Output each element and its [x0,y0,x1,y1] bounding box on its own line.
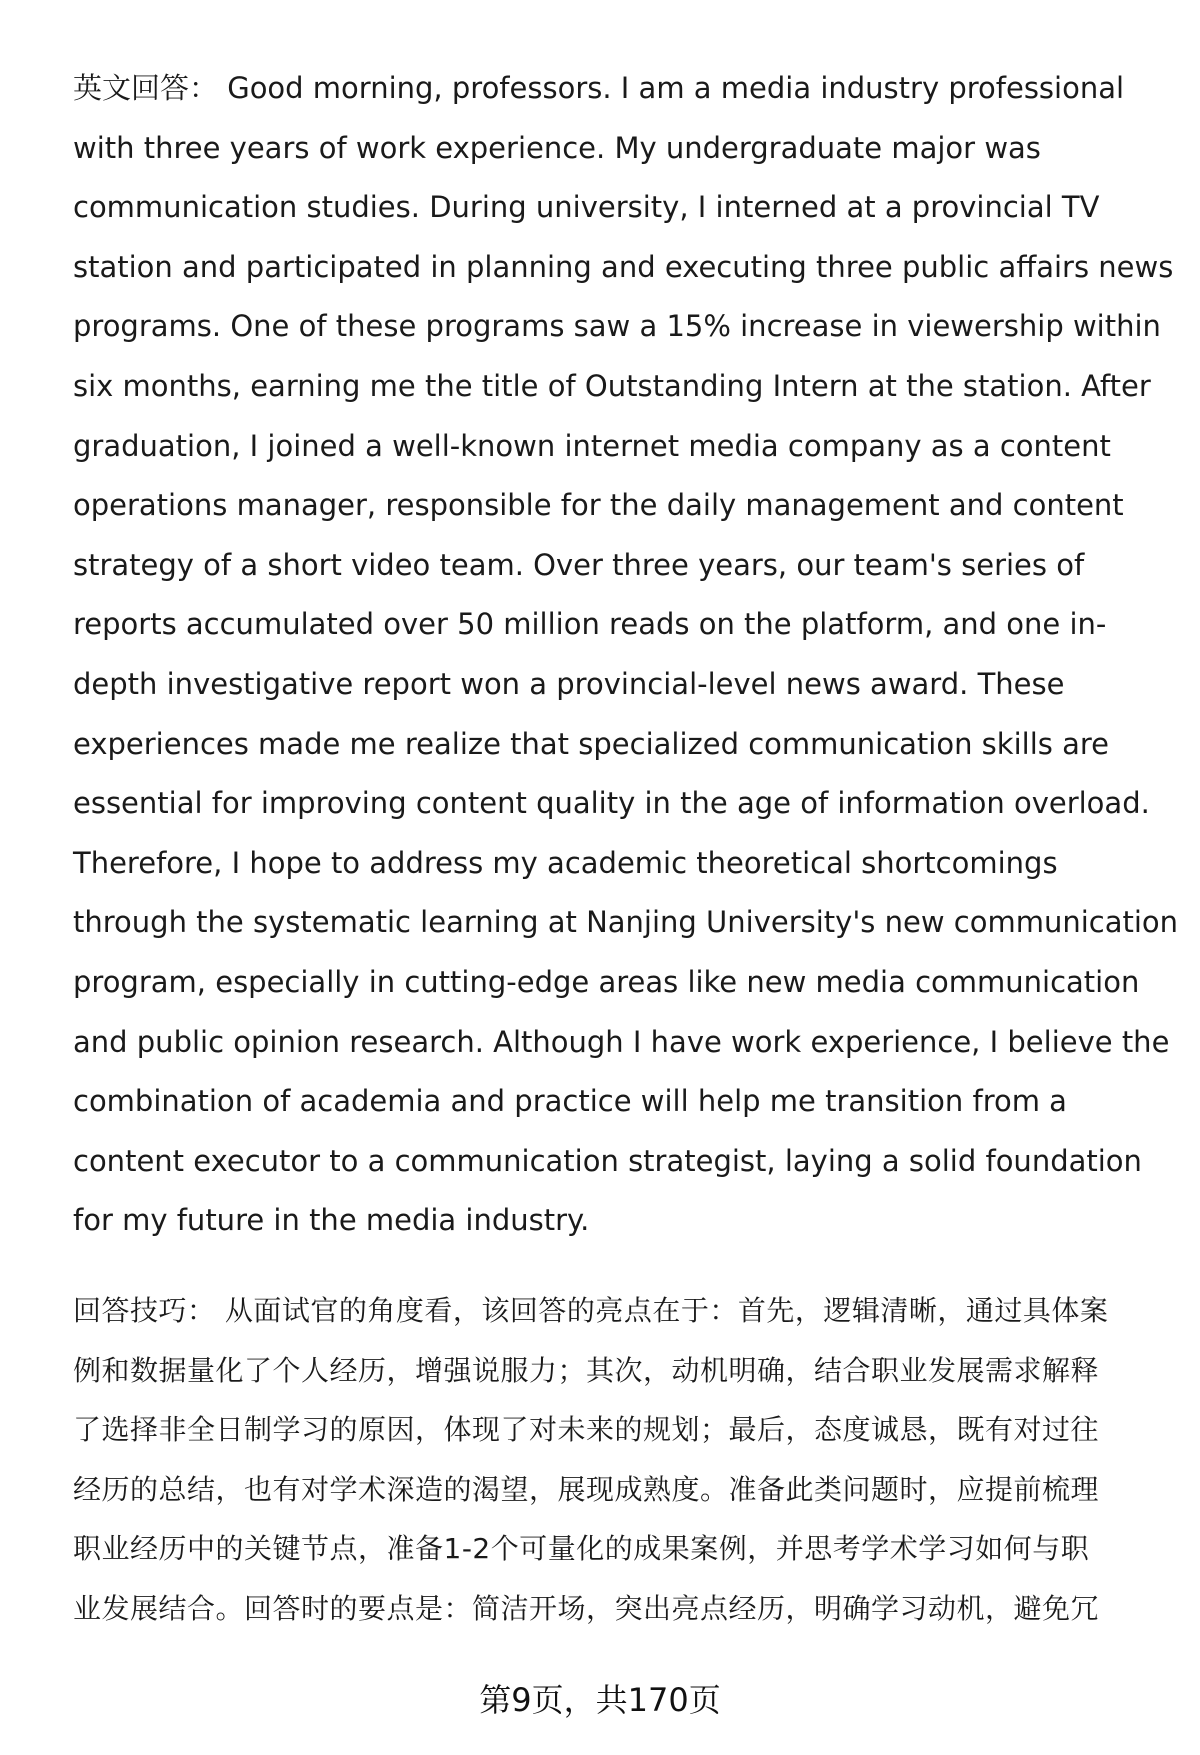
text-line: 例和数据量化了个人经历，增强说服力；其次，动机明确，结合职业发展需求解释 [73,1353,1100,1387]
text-line: 职业经历中的关键节点，准备1-2个可量化的成果案例，并思考学术学习如何与职 [73,1532,1090,1566]
text-line: 回答技巧： 从面试官的角度看，该回答的亮点在于：首先，逻辑清晰，通过具体案 [73,1294,1109,1327]
text-line: content executor to a communication strategist, laying a solid foundation [73,1143,1142,1178]
text-line: Therefore, I hope to address my academic theoretical shortcomings [73,845,1058,880]
text-line: experiences made me realize that specialized communication skills are [73,726,1109,761]
text-line: for my future in the media industry. [73,1203,590,1238]
text-line: program, especially in cutting-edge areas like new media communication [73,964,1140,999]
text-line: 英文回答： Good morning, professors. I am a media industry professional [73,71,1125,105]
text-line: communication studies. During university, I interned at a provincial TV [73,190,1100,225]
text-line: strategy of a short video team. Over three years, our team's series of [73,547,1085,582]
text-line: 经历的总结，也有对学术深造的渴望，展现成熟度。准备此类问题时，应提前梳理 [73,1472,1100,1506]
text-line: 了选择非全日制学习的原因，体现了对未来的规划；最后，态度诚恳，既有对过往 [73,1413,1100,1447]
text-line: and public opinion research. Although I have work experience, I believe the [73,1024,1170,1059]
text-line: programs. One of these programs saw a 15% increase in viewership within [73,309,1161,344]
text-line: combination of academia and practice will help me transition from a [73,1084,1067,1119]
text-line: through the systematic learning at Nanjing University's new communication [73,905,1179,940]
text-line: 业发展结合。回答时的要点是：简洁开场，突出亮点经历，明确学习动机，避免冗 [73,1591,1100,1625]
page-number: 第9页，共170页 [479,1681,721,1719]
text-line: essential for improving content quality in the age of information overload. [73,786,1150,821]
text-line: operations manager, responsible for the daily management and content [73,488,1124,523]
text-line: reports accumulated over 50 million reads on the platform, and one in- [73,607,1107,642]
text-line: with three years of work experience. My undergraduate major was [73,130,1041,165]
text-line: depth investigative report won a provincial-level news award. These [73,666,1065,701]
answer-tips-paragraph [73,1281,1163,1639]
english-answer-paragraph [73,59,1179,1251]
text-line: graduation, I joined a well-known internet media company as a content [73,428,1111,463]
text-line: station and participated in planning and executing three public affairs news [73,249,1174,284]
text-line: six months, earning me the title of Outstanding Intern at the station. After [73,368,1151,403]
